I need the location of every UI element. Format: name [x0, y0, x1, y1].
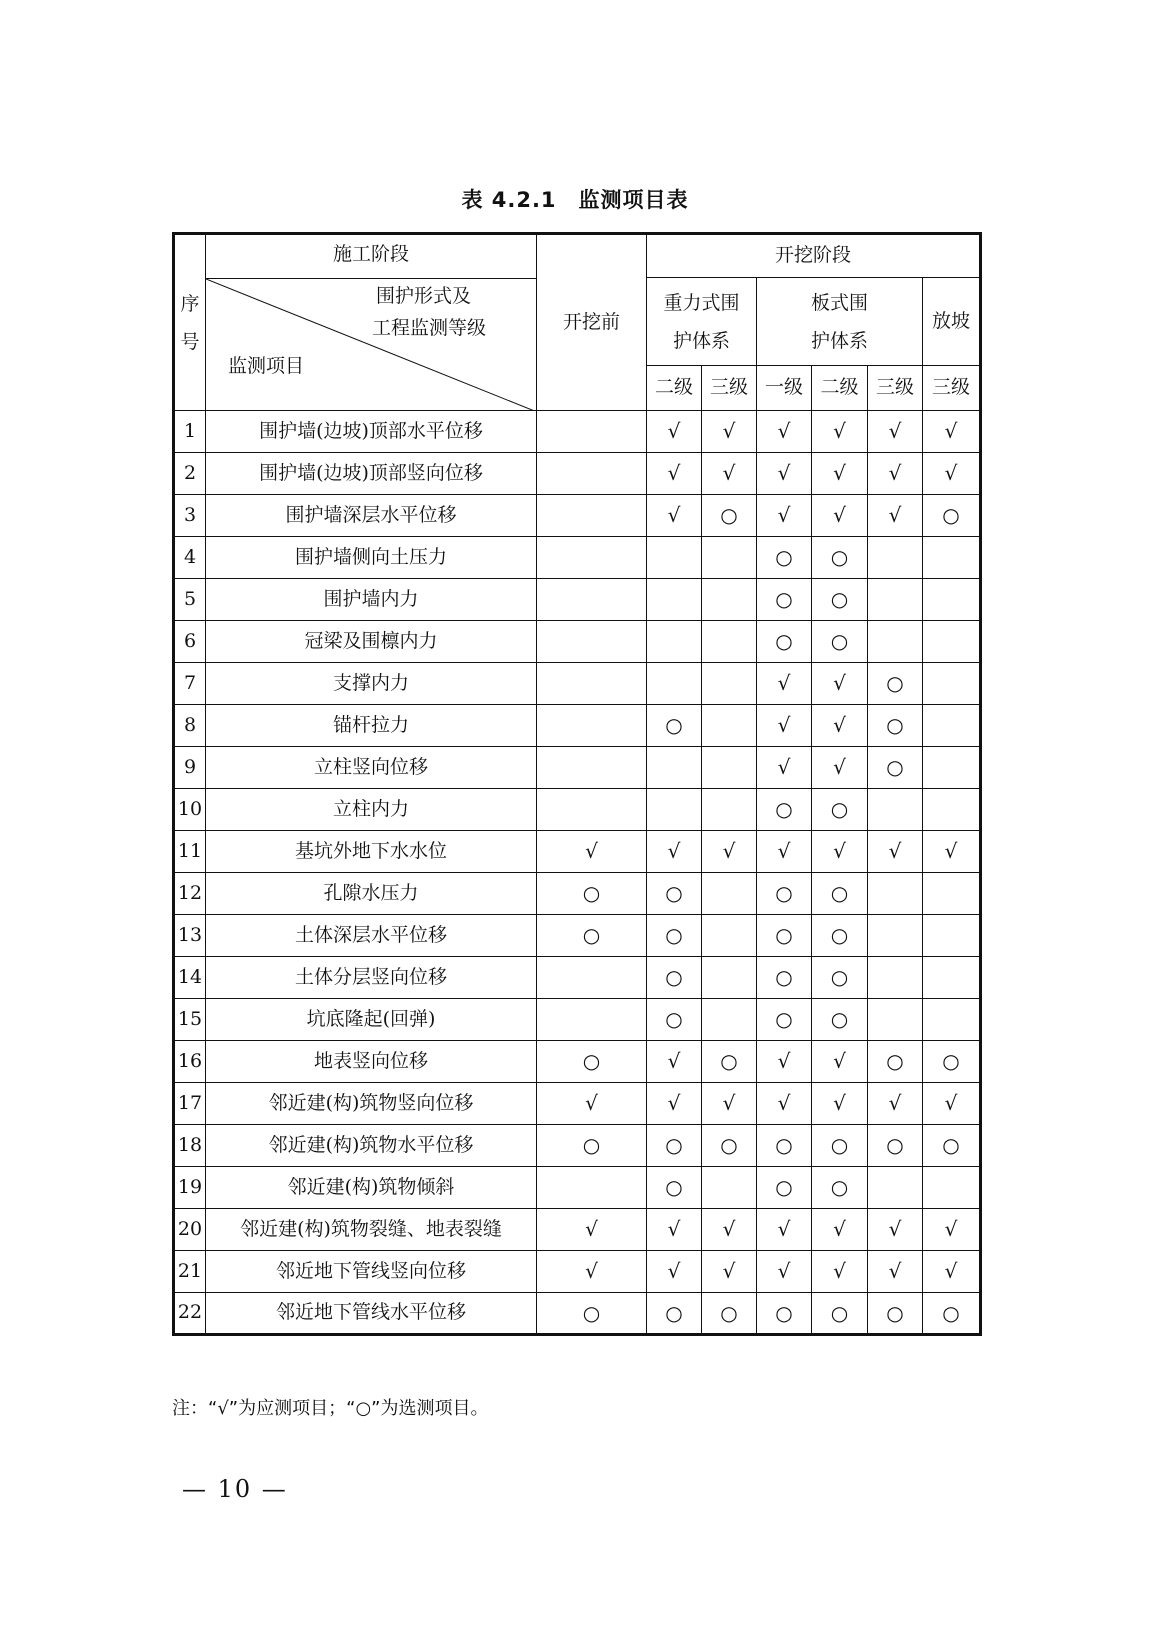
row-item-name: 立柱内力: [206, 789, 537, 831]
row-mark-cell: √: [647, 453, 702, 495]
row-item-name: 邻近地下管线水平位移: [206, 1293, 537, 1335]
row-mark-cell: [647, 621, 702, 663]
row-mark-cell: [868, 621, 923, 663]
row-item-name: 围护墙内力: [206, 579, 537, 621]
row-seq: 20: [174, 1209, 206, 1251]
grade-cell: 三级: [702, 366, 757, 411]
table-row: [174, 747, 981, 789]
row-mark-cell: √: [537, 1251, 647, 1293]
row-mark-cell: [537, 537, 647, 579]
row-mark-cell: ○: [757, 873, 812, 915]
row-seq: 15: [174, 999, 206, 1041]
form-header-line1: 围护形式及: [376, 285, 472, 307]
row-mark-cell: [647, 663, 702, 705]
row-mark-cell: [702, 873, 757, 915]
row-item-name: 基坑外地下水水位: [206, 831, 537, 873]
row-mark-cell: ○: [923, 1293, 981, 1335]
row-mark-cell: ○: [702, 495, 757, 537]
row-item-name: 邻近建(构)筑物裂缝、地表裂缝: [206, 1209, 537, 1251]
table-row: [174, 873, 981, 915]
row-item-name: 围护墙(边坡)顶部竖向位移: [206, 453, 537, 495]
row-mark-cell: ○: [868, 663, 923, 705]
row-mark-cell: ○: [868, 1293, 923, 1335]
row-mark-cell: [647, 537, 702, 579]
row-mark-cell: ○: [868, 747, 923, 789]
row-mark-cell: √: [702, 411, 757, 453]
row-seq: 1: [174, 411, 206, 453]
row-mark-cell: √: [757, 1041, 812, 1083]
row-mark-cell: √: [647, 1041, 702, 1083]
grade-cell: 三级: [923, 366, 981, 411]
row-mark-cell: [702, 663, 757, 705]
row-mark-cell: [868, 537, 923, 579]
row-mark-cell: ○: [647, 1293, 702, 1335]
row-mark-cell: √: [812, 705, 868, 747]
diagonal-header-cell: [206, 234, 537, 411]
row-mark-cell: √: [812, 1251, 868, 1293]
row-mark-cell: √: [923, 1083, 981, 1125]
row-mark-cell: ○: [868, 1041, 923, 1083]
row-mark-cell: [537, 453, 647, 495]
row-mark-cell: [702, 579, 757, 621]
row-mark-cell: ○: [812, 789, 868, 831]
row-mark-cell: [537, 579, 647, 621]
row-mark-cell: √: [647, 1251, 702, 1293]
row-mark-cell: √: [868, 1251, 923, 1293]
row-mark-cell: √: [757, 1251, 812, 1293]
row-mark-cell: √: [812, 1041, 868, 1083]
form-header-line2: 工程监测等级: [372, 317, 487, 339]
table-row: [174, 957, 981, 999]
row-mark-cell: [537, 705, 647, 747]
row-mark-cell: [537, 495, 647, 537]
row-mark-cell: √: [923, 1209, 981, 1251]
table-row: [174, 495, 981, 537]
row-mark-cell: √: [647, 411, 702, 453]
row-seq: 9: [174, 747, 206, 789]
row-mark-cell: ○: [702, 1293, 757, 1335]
row-seq: 11: [174, 831, 206, 873]
table-row: [174, 663, 981, 705]
table-note: 注：“√”为应测项目；“○”为选测项目。: [172, 1398, 489, 1419]
row-mark-cell: √: [923, 1251, 981, 1293]
row-item-name: 围护墙深层水平位移: [206, 495, 537, 537]
row-mark-cell: [923, 957, 981, 999]
row-mark-cell: [868, 915, 923, 957]
row-mark-cell: [923, 663, 981, 705]
row-mark-cell: [868, 789, 923, 831]
row-mark-cell: √: [537, 1083, 647, 1125]
row-item-name: 邻近建(构)筑物竖向位移: [206, 1083, 537, 1125]
row-mark-cell: √: [812, 453, 868, 495]
excavation-stage-header: 开挖阶段: [647, 234, 981, 278]
row-item-name: 邻近地下管线竖向位移: [206, 1251, 537, 1293]
row-mark-cell: √: [537, 1209, 647, 1251]
table-title: 表 4.2.1 监测项目表: [461, 188, 689, 212]
row-mark-cell: [647, 579, 702, 621]
row-mark-cell: [537, 663, 647, 705]
row-seq: 4: [174, 537, 206, 579]
row-mark-cell: ○: [923, 495, 981, 537]
row-mark-cell: ○: [868, 1125, 923, 1167]
row-mark-cell: ○: [812, 999, 868, 1041]
table-row: [174, 1125, 981, 1167]
row-mark-cell: √: [647, 1083, 702, 1125]
row-mark-cell: √: [702, 1209, 757, 1251]
table-row: [174, 999, 981, 1041]
row-mark-cell: √: [757, 1083, 812, 1125]
row-mark-cell: ○: [757, 957, 812, 999]
row-mark-cell: √: [647, 831, 702, 873]
row-mark-cell: [868, 873, 923, 915]
page-number: — 10 —: [182, 1475, 288, 1503]
table-row: [174, 1167, 981, 1209]
row-item-name: 坑底隆起(回弹): [206, 999, 537, 1041]
row-item-name: 围护墙侧向土压力: [206, 537, 537, 579]
grade-cell: 一级: [757, 366, 812, 411]
row-mark-cell: ○: [923, 1125, 981, 1167]
row-mark-cell: √: [923, 831, 981, 873]
row-mark-cell: [923, 1167, 981, 1209]
row-mark-cell: [537, 411, 647, 453]
row-seq: 12: [174, 873, 206, 915]
row-mark-cell: [868, 957, 923, 999]
before-excavation-header: 开挖前: [537, 234, 647, 411]
row-mark-cell: [923, 789, 981, 831]
row-seq: 21: [174, 1251, 206, 1293]
row-mark-cell: ○: [702, 1125, 757, 1167]
row-mark-cell: ○: [537, 1041, 647, 1083]
row-mark-cell: ○: [537, 1293, 647, 1335]
row-mark-cell: [647, 747, 702, 789]
table-row: [174, 621, 981, 663]
row-mark-cell: √: [868, 1209, 923, 1251]
row-seq: 13: [174, 915, 206, 957]
row-mark-cell: ○: [757, 537, 812, 579]
row-mark-cell: [923, 915, 981, 957]
row-mark-cell: √: [537, 831, 647, 873]
row-mark-cell: √: [868, 1083, 923, 1125]
row-mark-cell: ○: [812, 537, 868, 579]
row-mark-cell: ○: [647, 705, 702, 747]
row-mark-cell: √: [757, 495, 812, 537]
row-mark-cell: √: [647, 495, 702, 537]
row-mark-cell: [702, 999, 757, 1041]
row-item-name: 支撑内力: [206, 663, 537, 705]
row-mark-cell: ○: [812, 1125, 868, 1167]
row-seq: 14: [174, 957, 206, 999]
table-row: [174, 453, 981, 495]
row-seq: 22: [174, 1293, 206, 1335]
row-mark-cell: ○: [812, 1167, 868, 1209]
row-mark-cell: ○: [757, 579, 812, 621]
item-header: 监测项目: [228, 355, 305, 377]
row-item-name: 立柱竖向位移: [206, 747, 537, 789]
row-mark-cell: √: [647, 1209, 702, 1251]
row-mark-cell: ○: [757, 789, 812, 831]
row-mark-cell: [537, 999, 647, 1041]
row-mark-cell: [923, 999, 981, 1041]
row-mark-cell: √: [757, 705, 812, 747]
row-mark-cell: √: [812, 1083, 868, 1125]
row-seq: 2: [174, 453, 206, 495]
slope-header: 放坡: [923, 278, 981, 366]
row-item-name: 地表竖向位移: [206, 1041, 537, 1083]
row-mark-cell: ○: [812, 957, 868, 999]
grade-cell: 二级: [647, 366, 702, 411]
row-mark-cell: √: [702, 1083, 757, 1125]
table-row: [174, 1293, 981, 1335]
row-mark-cell: ○: [537, 1125, 647, 1167]
row-mark-cell: √: [757, 831, 812, 873]
row-mark-cell: √: [757, 453, 812, 495]
table-row: [174, 537, 981, 579]
row-mark-cell: ○: [812, 579, 868, 621]
row-mark-cell: ○: [537, 915, 647, 957]
row-mark-cell: √: [757, 663, 812, 705]
row-mark-cell: √: [923, 453, 981, 495]
row-mark-cell: [868, 1167, 923, 1209]
table-row: [174, 411, 981, 453]
row-mark-cell: √: [757, 411, 812, 453]
row-mark-cell: [537, 1167, 647, 1209]
row-seq: 17: [174, 1083, 206, 1125]
row-seq: 6: [174, 621, 206, 663]
row-mark-cell: [702, 957, 757, 999]
row-mark-cell: √: [812, 831, 868, 873]
stage-header: 施工阶段: [332, 243, 409, 265]
row-mark-cell: [537, 789, 647, 831]
row-mark-cell: [702, 789, 757, 831]
row-mark-cell: [647, 789, 702, 831]
row-mark-cell: [868, 579, 923, 621]
row-mark-cell: √: [757, 1209, 812, 1251]
monitoring-items-table: [172, 232, 982, 1336]
row-item-name: 邻近建(构)筑物水平位移: [206, 1125, 537, 1167]
row-mark-cell: ○: [757, 915, 812, 957]
table-row: [174, 1083, 981, 1125]
row-seq: 3: [174, 495, 206, 537]
row-seq: 10: [174, 789, 206, 831]
table-row: [174, 789, 981, 831]
row-mark-cell: [923, 747, 981, 789]
row-mark-cell: ○: [757, 1167, 812, 1209]
row-mark-cell: [923, 705, 981, 747]
row-mark-cell: [702, 747, 757, 789]
row-item-name: 围护墙(边坡)顶部水平位移: [206, 411, 537, 453]
row-mark-cell: ○: [647, 915, 702, 957]
row-mark-cell: ○: [923, 1041, 981, 1083]
table-row: [174, 705, 981, 747]
row-mark-cell: ○: [868, 705, 923, 747]
table-row: [174, 1041, 981, 1083]
row-seq: 7: [174, 663, 206, 705]
row-mark-cell: √: [812, 663, 868, 705]
row-seq: 5: [174, 579, 206, 621]
row-mark-cell: √: [868, 831, 923, 873]
row-mark-cell: [923, 873, 981, 915]
table-body: [174, 411, 981, 1335]
row-item-name: 冠梁及围檩内力: [206, 621, 537, 663]
row-mark-cell: [537, 621, 647, 663]
row-mark-cell: √: [757, 747, 812, 789]
row-mark-cell: [702, 705, 757, 747]
row-mark-cell: [702, 537, 757, 579]
row-mark-cell: √: [812, 747, 868, 789]
seq-header: 序号: [174, 234, 206, 411]
row-item-name: 邻近建(构)筑物倾斜: [206, 1167, 537, 1209]
row-mark-cell: √: [812, 411, 868, 453]
row-seq: 8: [174, 705, 206, 747]
row-item-name: 土体深层水平位移: [206, 915, 537, 957]
row-mark-cell: [923, 621, 981, 663]
row-mark-cell: ○: [812, 915, 868, 957]
row-mark-cell: ○: [812, 873, 868, 915]
row-mark-cell: [702, 621, 757, 663]
row-seq: 19: [174, 1167, 206, 1209]
row-mark-cell: [702, 915, 757, 957]
row-mark-cell: √: [868, 453, 923, 495]
row-mark-cell: √: [702, 1251, 757, 1293]
row-mark-cell: [702, 1167, 757, 1209]
row-mark-cell: ○: [647, 1125, 702, 1167]
row-mark-cell: ○: [647, 1167, 702, 1209]
row-mark-cell: ○: [647, 957, 702, 999]
row-mark-cell: [537, 747, 647, 789]
row-mark-cell: √: [812, 495, 868, 537]
row-mark-cell: √: [702, 831, 757, 873]
row-mark-cell: √: [868, 495, 923, 537]
row-mark-cell: √: [923, 411, 981, 453]
row-mark-cell: [923, 537, 981, 579]
row-mark-cell: [537, 957, 647, 999]
row-seq: 16: [174, 1041, 206, 1083]
row-mark-cell: ○: [757, 1125, 812, 1167]
row-mark-cell: √: [868, 411, 923, 453]
table-row: [174, 915, 981, 957]
table-row: [174, 1209, 981, 1251]
table-row: [174, 831, 981, 873]
row-seq: 18: [174, 1125, 206, 1167]
plate-system-header: 板式围护体系: [757, 278, 923, 366]
row-mark-cell: ○: [812, 621, 868, 663]
row-mark-cell: ○: [812, 1293, 868, 1335]
row-item-name: 孔隙水压力: [206, 873, 537, 915]
row-mark-cell: [923, 579, 981, 621]
row-mark-cell: √: [812, 1209, 868, 1251]
table-row: [174, 1251, 981, 1293]
row-mark-cell: ○: [647, 999, 702, 1041]
row-mark-cell: √: [702, 453, 757, 495]
row-mark-cell: ○: [537, 873, 647, 915]
row-mark-cell: [868, 999, 923, 1041]
row-mark-cell: ○: [757, 1293, 812, 1335]
row-mark-cell: ○: [757, 999, 812, 1041]
grade-cell: 二级: [812, 366, 868, 411]
row-item-name: 锚杆拉力: [206, 705, 537, 747]
row-mark-cell: ○: [647, 873, 702, 915]
gravity-system-header: 重力式围护体系: [647, 278, 757, 366]
row-item-name: 土体分层竖向位移: [206, 957, 537, 999]
row-mark-cell: ○: [757, 621, 812, 663]
table-row: [174, 579, 981, 621]
row-mark-cell: ○: [702, 1041, 757, 1083]
grade-cell: 三级: [868, 366, 923, 411]
